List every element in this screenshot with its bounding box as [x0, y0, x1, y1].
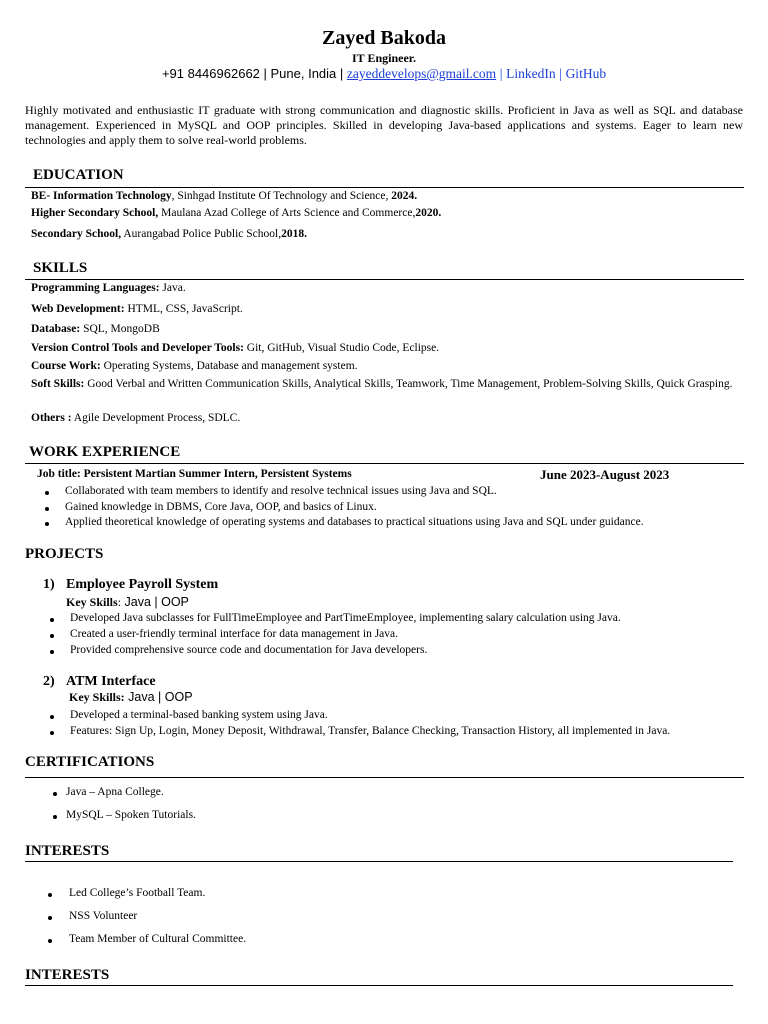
interests-divider — [25, 861, 733, 862]
education-item — [31, 228, 307, 240]
list-item — [69, 933, 246, 956]
bullet-icon — [50, 715, 54, 719]
resume-name: Zayed Bakoda — [322, 27, 446, 49]
skill-value: SQL, MongoDB — [80, 323, 160, 335]
skill-value: Git, GitHub, Visual Studio Code, Eclipse. — [243, 342, 440, 354]
bullet-icon — [50, 650, 54, 654]
key-skills-colon: : — [117, 595, 122, 609]
bullet-text: Java – Apna College. — [66, 786, 164, 798]
list-item — [69, 910, 246, 933]
list-item — [70, 644, 621, 660]
bullet-text: Features: Sign Up, Login, Money Deposit, Withdrawal, Transfer, Balance Checking, Transaction History, all implemented in Java. — [70, 725, 671, 737]
work-divider — [25, 463, 744, 464]
certifications-heading: CERTIFICATIONS — [25, 754, 155, 770]
certifications-divider — [25, 777, 744, 778]
skill-label: Others : — [31, 412, 72, 424]
bullet-icon — [48, 939, 52, 943]
project-bullets — [70, 709, 670, 741]
resume-role: IT Engineer. — [351, 51, 417, 65]
bullet-icon — [45, 522, 49, 526]
skill-value: Good Verbal and Written Communication Skills, Analytical Skills, Teamwork, Time Management, Problem-Solving Skills, Quick Grasping. — [84, 378, 733, 390]
work-heading: WORK EXPERIENCE — [29, 444, 181, 460]
bullet-icon — [45, 491, 49, 495]
skill-item — [31, 282, 186, 294]
education-year: 2020. — [415, 207, 442, 219]
education-degree: Secondary School, — [31, 228, 122, 240]
project-title: Employee Payroll System — [66, 577, 219, 592]
skill-label: Database: — [31, 323, 81, 335]
list-item — [65, 485, 644, 501]
bullet-text: Developed Java subclasses for FullTimeEmployee and PartTimeEmployee, implementing salary calculation using Java. — [70, 612, 621, 624]
list-item — [70, 709, 670, 725]
email-link[interactable]: zayeddevelops@gmail.com — [346, 66, 497, 81]
education-item — [31, 190, 417, 202]
github-link[interactable]: GitHub — [565, 66, 607, 81]
education-institution: Maulana Azad College of Arts Science and Commerce, — [158, 207, 416, 219]
skill-label: Web Development: — [31, 303, 125, 315]
interests-heading: INTERESTS — [25, 843, 110, 859]
skill-item — [31, 303, 243, 315]
education-divider — [25, 187, 744, 188]
bullet-icon — [50, 731, 54, 735]
skill-item — [31, 377, 743, 392]
skill-item — [31, 342, 439, 354]
job-dates: June 2023-August 2023 — [540, 467, 670, 482]
bullet-icon — [48, 916, 52, 920]
skills-divider — [25, 279, 744, 280]
bullet-icon — [45, 507, 49, 511]
education-heading: EDUCATION — [33, 167, 124, 183]
bullet-text: Created a user-friendly terminal interface for data management in Java. — [70, 628, 399, 640]
bullet-text: Team Member of Cultural Committee. — [69, 933, 247, 945]
project-number: 1) — [43, 577, 55, 592]
interests-divider-repeat — [25, 985, 733, 986]
linkedin-link[interactable]: LinkedIn — [506, 66, 556, 81]
skill-item — [31, 360, 358, 372]
bullet-text: MySQL – Spoken Tutorials. — [66, 809, 196, 821]
bullet-icon — [53, 792, 57, 796]
list-item — [70, 725, 670, 741]
skill-label: Course Work: — [31, 360, 101, 372]
bullet-text: Provided comprehensive source code and documentation for Java developers. — [70, 644, 428, 656]
education-degree: Higher Secondary School, — [31, 207, 159, 219]
bullet-icon — [48, 893, 52, 897]
summary-paragraph: Highly motivated and enthusiastic IT graduate with strong communication and diagnostic skills. Proficient in Java as well as SQL and database management. Experienced in MySQL and OOP principles. Skilled in developing Java-based applications and systems. Eager to learn new technologies and apply them to solve real-world problems. — [25, 103, 743, 147]
education-institution: Aurangabad Police Public School, — [121, 228, 282, 240]
projects-heading: PROJECTS — [25, 546, 104, 562]
skill-item — [31, 323, 160, 335]
list-item — [65, 501, 644, 517]
interests-heading-repeat: INTERESTS — [25, 967, 110, 983]
key-skills-label: Key Skills — [66, 595, 118, 609]
list-item — [69, 887, 246, 910]
project-title: ATM Interface — [66, 674, 156, 689]
bullet-text: Collaborated with team members to identify and resolve technical issues using Java and SQL. — [65, 485, 497, 497]
list-item — [65, 516, 644, 532]
list-item — [70, 628, 621, 644]
work-bullets — [65, 485, 644, 532]
key-skills-label: Key Skills: — [69, 690, 125, 704]
separator: | — [499, 66, 503, 81]
job-title: Job title: Persistent Martian Summer Intern, Persistent Systems — [37, 468, 352, 480]
education-degree: BE- Information Technology — [31, 190, 172, 202]
contact-line — [0, 66, 768, 82]
skill-value: HTML, CSS, JavaScript. — [124, 303, 243, 315]
interest-list — [69, 887, 246, 956]
list-item — [70, 612, 621, 628]
skill-label: Version Control Tools and Developer Tools: — [31, 342, 244, 354]
project-key-skills — [66, 595, 189, 610]
education-year: 2024. — [391, 190, 418, 202]
bullet-icon — [53, 815, 57, 819]
certification-list — [66, 786, 196, 832]
skill-item — [31, 412, 240, 424]
bullet-icon — [50, 634, 54, 638]
bullet-icon — [50, 618, 54, 622]
skill-label: Soft Skills: — [31, 378, 85, 390]
project-bullets — [70, 612, 621, 660]
separator: | — [559, 66, 562, 81]
key-skills-value: Java | OOP — [121, 595, 189, 609]
bullet-text: Led College’s Football Team. — [69, 887, 206, 899]
skill-value: Agile Development Process, SDLC. — [71, 412, 241, 424]
key-skills-value: Java | OOP — [124, 690, 193, 704]
skills-heading: SKILLS — [33, 260, 88, 276]
bullet-text: Developed a terminal-based banking system using Java. — [70, 709, 328, 721]
education-year: 2018. — [281, 228, 307, 240]
project-number: 2) — [43, 674, 55, 689]
skill-value: Java. — [159, 282, 186, 294]
bullet-text: NSS Volunteer — [69, 910, 138, 922]
list-item — [66, 786, 196, 809]
education-institution: , Sinhgad Institute Of Technology and Science, — [171, 190, 392, 202]
project-key-skills — [69, 690, 193, 705]
bullet-text: Applied theoretical knowledge of operating systems and databases to practical situations using Java and SQL under guidance. — [65, 516, 644, 528]
phone-location: +91 8446962662 | Pune, India | — [161, 66, 344, 81]
skill-value: Operating Systems, Database and management system. — [100, 360, 358, 372]
list-item — [66, 809, 196, 832]
education-item — [31, 207, 441, 219]
bullet-text: Gained knowledge in DBMS, Core Java, OOP, and basics of Linux. — [65, 500, 377, 513]
skill-label: Programming Languages: — [31, 282, 160, 294]
